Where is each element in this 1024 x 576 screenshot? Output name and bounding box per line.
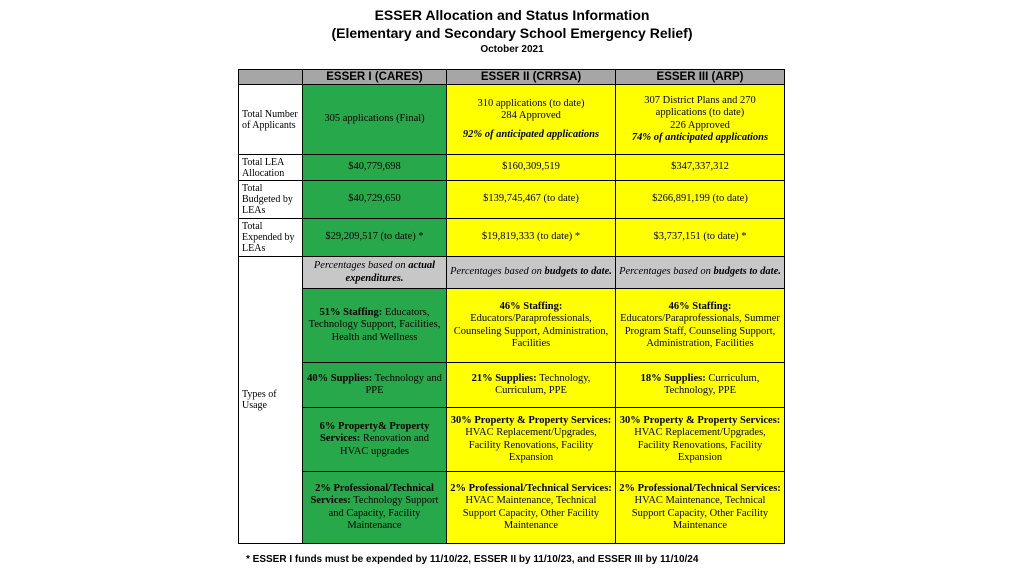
cell-esser3-staffing	[616, 289, 785, 363]
esser1-property-pct: 6% Property& Property Services:	[319, 420, 430, 445]
cell-esser1-applicants: 305 applications (Final)	[303, 85, 447, 155]
esser1-staffing-pct: 51% Staffing:	[319, 306, 383, 318]
cell-esser3-professional	[616, 472, 785, 544]
cell-esser1-staffing	[303, 289, 447, 363]
cell-esser3-supplies	[616, 363, 785, 408]
cell-esser1-supplies	[303, 363, 447, 408]
cell-esser1-usage-note	[303, 257, 447, 289]
esser3-approved: 226 Approved	[670, 119, 730, 131]
cell-esser2-professional	[447, 472, 616, 544]
cell-esser2-expended: $19,819,333 (to date) *	[447, 219, 616, 257]
column-header-esser2: ESSER II (CRRSA)	[447, 70, 616, 85]
cell-esser1-expended: $29,209,517 (to date) *	[303, 219, 447, 257]
esser1-note-basis: actual expenditures.	[345, 260, 436, 284]
cell-esser1-allocation: $40,779,698	[303, 155, 447, 181]
esser2-property-detail: HVAC Replacement/Upgrades, Facility Renovations, Facility Expansion	[465, 427, 597, 463]
esser3-supplies-pct: 18% Supplies:	[640, 372, 706, 384]
cell-esser3-allocation: $347,337,312	[616, 155, 785, 181]
row-label-budgeted: Total Budgeted by LEAs	[239, 181, 303, 219]
table-row-budgeted	[239, 181, 785, 219]
esser2-supplies-detail: Technology, Curriculum, PPE	[495, 372, 591, 396]
esser2-note-basis: budgets to date.	[544, 266, 612, 278]
esser2-property-pct: 30% Property & Property Services:	[450, 414, 612, 426]
column-header-esser3: ESSER III (ARP)	[616, 70, 785, 85]
table-row-applicants	[239, 85, 785, 155]
cell-esser2-usage-note	[447, 257, 616, 289]
cell-esser2-staffing	[447, 289, 616, 363]
esser1-staffing-detail: Educators, Technology Support, Facilities, Health and Wellness	[308, 306, 441, 343]
esser3-professional-pct: 2% Professional/Technical Services:	[619, 482, 781, 494]
esser1-supplies-pct: 40% Supplies:	[307, 372, 373, 384]
esser2-professional-pct: 2% Professional/Technical Services:	[450, 482, 612, 494]
esser1-note-text: Percentages based on	[313, 260, 409, 272]
esser3-staffing-detail: Educators/Paraprofessionals, Summer Program Staff, Counseling Support, Administration, Facilities	[620, 313, 780, 349]
esser2-note-text: Percentages based on	[450, 266, 545, 278]
cell-esser3-property	[616, 408, 785, 472]
esser2-applications: 310 applications (to date)	[477, 97, 585, 109]
esser3-applications: 307 District Plans and 270 applications (to date)	[644, 94, 756, 119]
cell-esser1-professional	[303, 472, 447, 544]
cell-esser3-applicants	[616, 85, 785, 155]
report-date: October 2021	[480, 44, 544, 55]
cell-esser2-supplies	[447, 363, 616, 408]
table-row-supplies	[239, 363, 785, 408]
esser3-note-text: Percentages based on	[619, 266, 714, 278]
row-label-allocation: Total LEA Allocation	[239, 155, 303, 181]
table-row-allocation	[239, 155, 785, 181]
cell-esser3-expended: $3,737,151 (to date) *	[616, 219, 785, 257]
cell-esser2-property	[447, 408, 616, 472]
table-row-property	[239, 408, 785, 472]
esser3-supplies-detail: Curriculum, Technology, PPE	[663, 372, 760, 396]
cell-esser2-allocation: $160,309,519	[447, 155, 616, 181]
page-title: ESSER Allocation and Status Information	[374, 7, 650, 23]
table-row-professional	[239, 472, 785, 544]
esser1-supplies-detail: Technology and PPE	[365, 372, 442, 396]
esser2-professional-detail: HVAC Maintenance, Technical Support Capacity, Other Facility Maintenance	[462, 495, 600, 531]
footnote: * ESSER I funds must be expended by 11/10/22, ESSER II by 11/10/23, and ESSER III by 11/10/24	[246, 554, 699, 565]
esser2-staffing-detail: Educators/Paraprofessionals, Counseling Support, Administration, Facilities	[453, 313, 609, 349]
esser3-property-pct: 30% Property & Property Services:	[619, 414, 781, 426]
page-subtitle: (Elementary and Secondary School Emergency Relief)	[331, 25, 693, 41]
cell-esser2-budgeted: $139,745,467 (to date)	[447, 181, 616, 219]
esser2-anticipated-pct: 92% of anticipated applications	[462, 128, 600, 140]
esser1-professional-detail: Technology Support and Capacity, Facility Maintenance	[328, 495, 439, 531]
table-row-usage-notes	[239, 257, 785, 289]
esser3-note-basis: budgets to date.	[713, 266, 781, 278]
table-row-expended	[239, 219, 785, 257]
cell-esser1-property	[303, 408, 447, 472]
cell-esser2-applicants	[447, 85, 616, 155]
esser2-staffing-pct: 46% Staffing:	[499, 300, 563, 312]
esser2-approved: 284 Approved	[501, 110, 561, 122]
esser3-anticipated-pct: 74% of anticipated applications	[631, 131, 769, 143]
esser3-property-detail: HVAC Replacement/Upgrades, Facility Renovations, Facility Expansion	[634, 427, 766, 463]
cell-esser1-budgeted: $40,729,650	[303, 181, 447, 219]
esser2-supplies-pct: 21% Supplies:	[471, 372, 537, 384]
table-row-staffing	[239, 289, 785, 363]
header-corner	[239, 70, 303, 85]
esser-table	[238, 69, 785, 544]
esser3-staffing-pct: 46% Staffing:	[668, 300, 732, 312]
esser3-professional-detail: HVAC Maintenance, Technical Support Capacity, Other Facility Maintenance	[631, 495, 769, 531]
column-header-esser1: ESSER I (CARES)	[303, 70, 447, 85]
row-label-applicants: Total Number of Applicants	[239, 85, 303, 155]
esser1-professional-pct: 2% Professional/Technical Services:	[310, 482, 434, 507]
esser1-property-detail: Renovation and HVAC upgrades	[340, 433, 430, 457]
row-label-expended: Total Expended by LEAs	[239, 219, 303, 257]
row-label-usage: Types of Usage	[239, 257, 303, 544]
header-row	[239, 70, 785, 85]
cell-esser3-usage-note	[616, 257, 785, 289]
cell-esser3-budgeted: $266,891,199 (to date)	[616, 181, 785, 219]
